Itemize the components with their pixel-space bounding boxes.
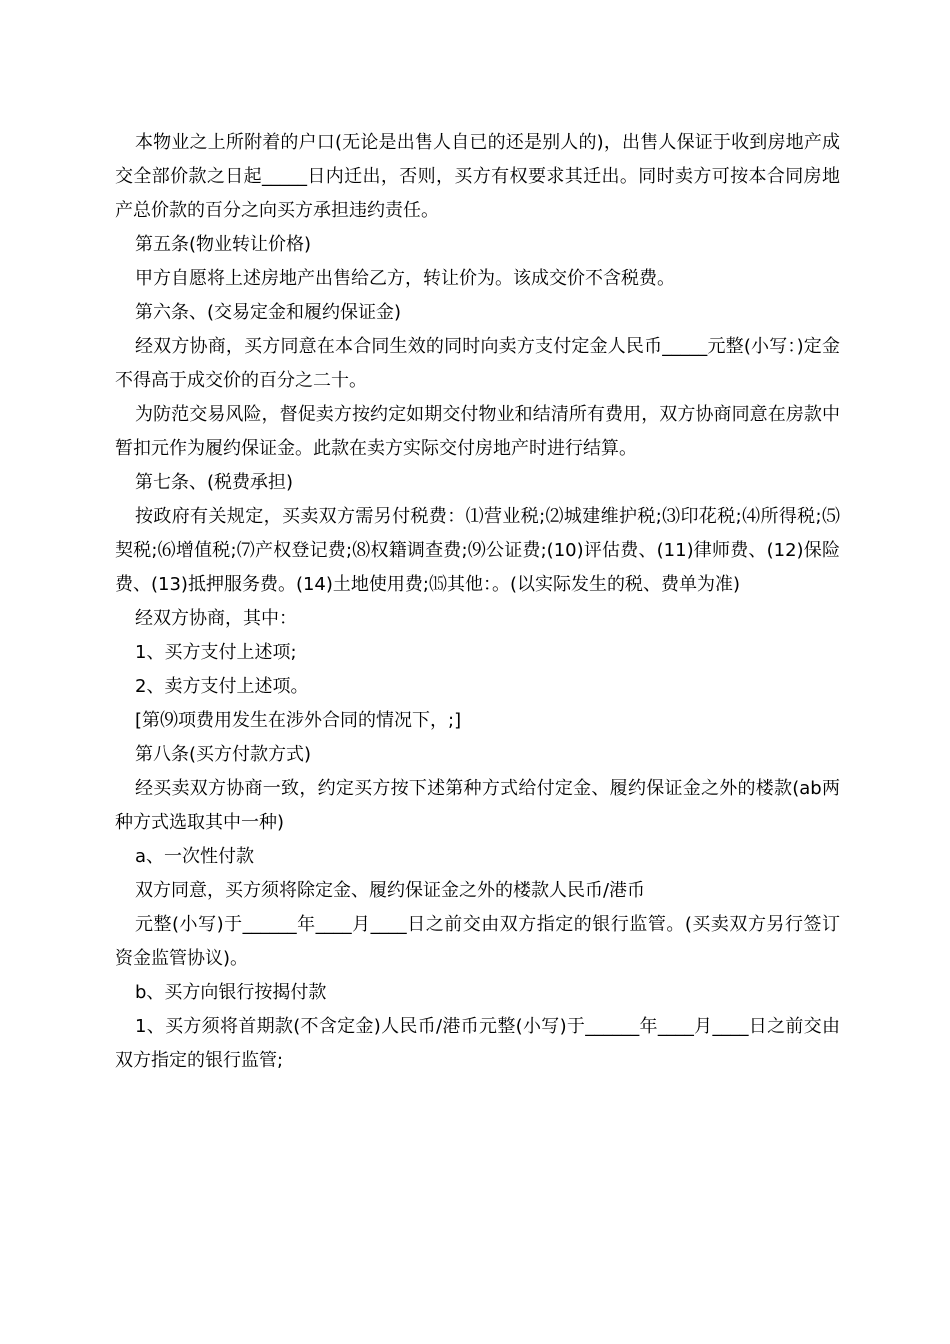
list-item-buyer-pays: 1、买方支付上述项;	[135, 642, 297, 663]
paragraph-performance-bond: 为防范交易风险，督促卖方按约定如期交付物业和结清所有费用，双方协商同意在房款中暂扣元作为履约保证金。此款在卖方实际交付房地产时进行结算。	[115, 404, 840, 459]
document-body	[115, 126, 840, 1078]
heading-option-a: a、一次性付款	[135, 846, 255, 867]
paragraph-down-payment: 1、买方须将首期款(不含定金)人民币/港币元整(小写)于______年____月____日之前交由双方指定的银行监管;	[115, 1016, 840, 1071]
paragraph-lump-sum-date: 元整(小写)于______年____月____日之前交由双方指定的银行监管。(买卖双方另行签订资金监管协议)。	[115, 914, 840, 969]
heading-article-7: 第七条、(税费承担)	[135, 472, 294, 493]
paragraph-payment-method: 经买卖双方协商一致，约定买方按下述第种方式给付定金、履约保证金之外的楼款(ab两种方式选取其中一种)	[115, 778, 840, 833]
paragraph-deposit: 经双方协商，买方同意在本合同生效的同时向卖方支付定金人民币_____元整(小写：)定金不得高于成交价的百分之二十。	[115, 336, 840, 391]
heading-article-5: 第五条(物业转让价格)	[135, 234, 312, 255]
list-item-seller-pays: 2、卖方支付上述项。	[135, 676, 309, 697]
paragraph-transfer-price: 甲方自愿将上述房地产出售给乙方，转让价为。该成交价不含税费。	[135, 268, 675, 289]
paragraph-negotiation: 经双方协商，其中：	[135, 608, 297, 629]
paragraph-foreign-contract-note: [第⑼项费用发生在涉外合同的情况下，;]	[135, 710, 462, 731]
heading-article-6: 第六条、(交易定金和履约保证金)	[135, 302, 402, 323]
paragraph-household-registration: 本物业之上所附着的户口(无论是出售人自已的还是别人的)，出售人保证于收到房地产成交全部价款之日起_____日内迁出，否则，买方有权要求其迁出。同时卖方可按本合同房地产总价款的百分之向买方承担违约责任。	[115, 132, 840, 221]
heading-option-b: b、买方向银行按揭付款	[135, 982, 327, 1003]
paragraph-lump-sum: 双方同意，买方须将除定金、履约保证金之外的楼款人民币/港币	[135, 880, 646, 901]
heading-article-8: 第八条(买方付款方式)	[135, 744, 312, 765]
paragraph-taxes-list: 按政府有关规定，买卖双方需另付税费：⑴营业税;⑵城建维护税;⑶印花税;⑷所得税;⑸契税;⑹增值税;⑺产权登记费;⑻权籍调查费;⑼公证费;(10)评估费、(11)律师费、(12)保险费、(13)抵押服务费。(14)土地使用费;⒂其他：。(以实际发生的税、费单为准)	[115, 506, 840, 595]
